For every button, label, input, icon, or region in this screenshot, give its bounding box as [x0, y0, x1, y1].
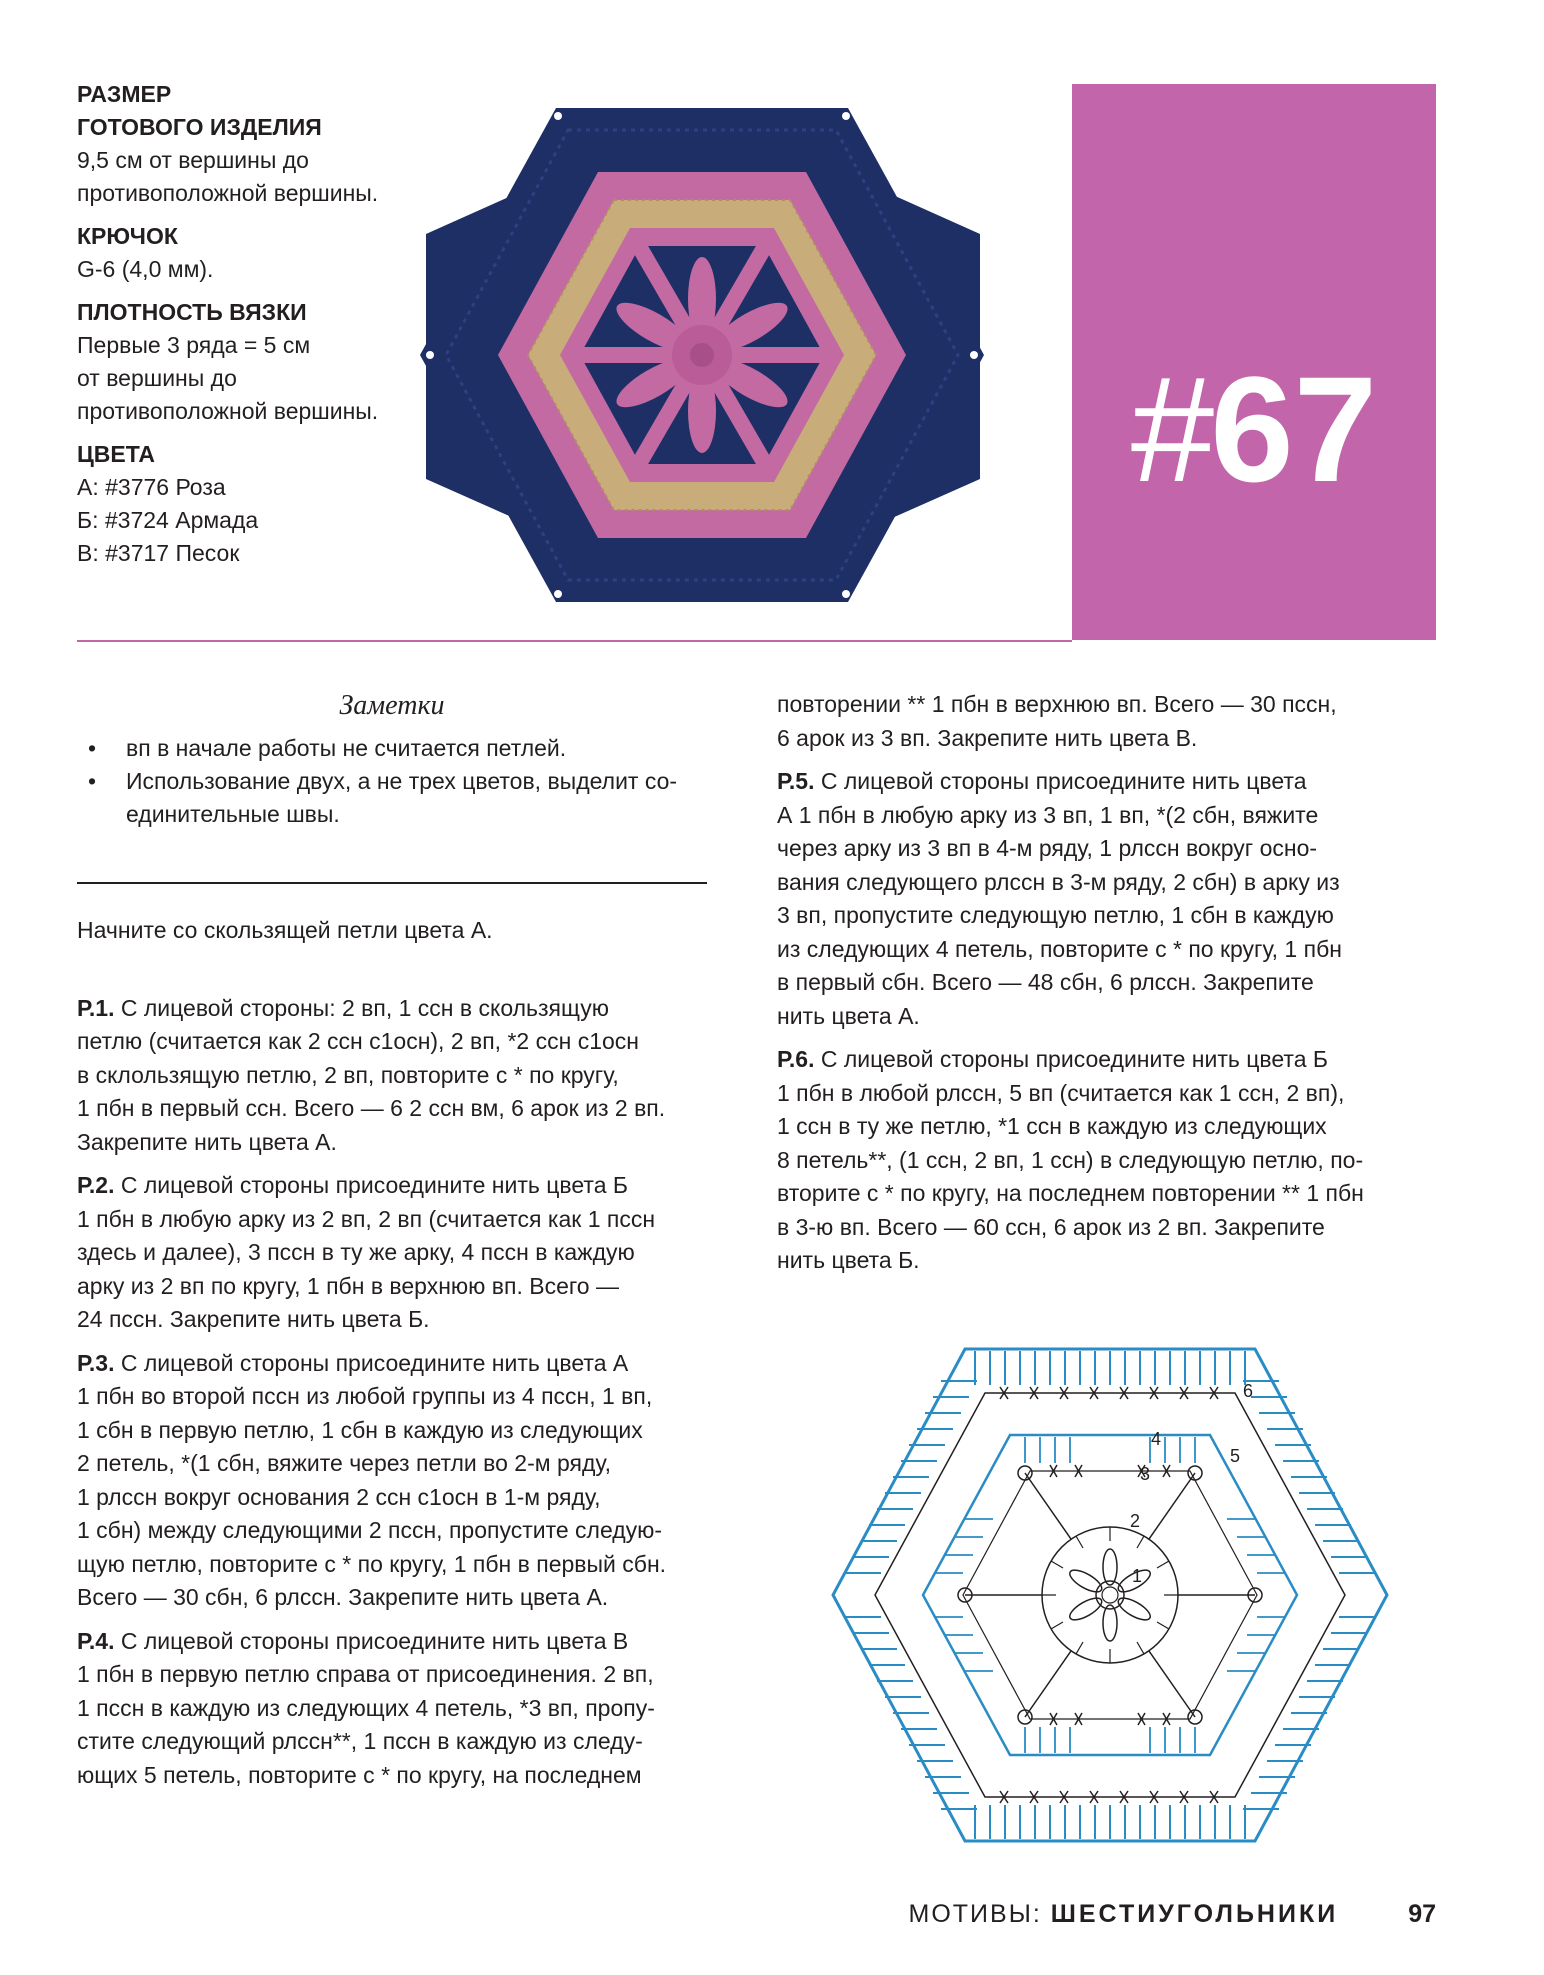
- spec-heading: РАЗМЕР: [77, 81, 172, 107]
- row-1: Р.1. С лицевой стороны: 2 вп, 1 ссн в скользящую петлю (считается как 2 ссн с1осн), 2 вп, *2 ссн с1осн в склользящую петлю, 2 вп, повторите с * по кругу, 1 пбн в первый ссн. Всего — 6 2 ссн вм, 6 арок из 2 вп. Закрепите нить цвета А.: [77, 994, 666, 1155]
- row-4-continued: повторении ** 1 пбн в верхнюю вп. Всего — 30 пссн, 6 арок из 3 вп. Закрепите нить цвета В.: [777, 691, 1337, 751]
- pattern-number-hash: #: [1130, 345, 1211, 513]
- motif-photo: [418, 104, 988, 606]
- row-3: Р.3. С лицевой стороны присоедините нить цвета А 1 пбн во второй пссн из любой группы из 4 пссн, 1 вп, 1 сбн в первую петлю, 1 сбн в каждую из следующих 2 петель, *(1 сбн, вяжите через петли во 2-м ряду, 1 рлссн вокруг основания 2 ссн с1осн в 1-м ряду, 1 сбн) между следующими 2 пссн, пропустите следую- щую петлю, повторите с * по кругу, 1 пбн в первый сбн. Всего — 30 сбн, 6 рлссн. Закрепите нить цвета А.: [77, 1349, 667, 1610]
- spec-colors: [77, 438, 437, 570]
- chart-label-1: 1: [1132, 1566, 1143, 1586]
- notes-block: [77, 690, 707, 831]
- chart-label-3: 3: [1140, 1464, 1151, 1484]
- chart-label-2: 2: [1130, 1511, 1141, 1531]
- spec-hook: [77, 220, 437, 286]
- row-label: Р.6.: [777, 1046, 815, 1072]
- spec-heading: ПЛОТНОСТЬ ВЯЗКИ: [77, 299, 307, 325]
- notes-divider: [77, 882, 707, 884]
- pattern-number-digits: 67: [1210, 345, 1378, 513]
- instructions-left: [77, 914, 747, 1802]
- note-line: Использование двух, а не трех цветов, выделит со-: [126, 768, 678, 794]
- spec-text: противоположной вершины.: [77, 180, 379, 206]
- spec-text: противоположной вершины.: [77, 398, 379, 424]
- spec-text: Первые 3 ряда = 5 см: [77, 332, 311, 358]
- page-footer: [909, 1900, 1436, 1929]
- spec-text: 9,5 см от вершины до: [77, 147, 309, 173]
- spec-text: А: #3776 Роза: [77, 474, 226, 500]
- chart-row-2-circle: [1042, 1527, 1178, 1663]
- row-label: Р.4.: [77, 1627, 115, 1654]
- intro-text: Начните со скользящей петли цвета А.: [77, 917, 493, 943]
- spec-heading: ЦВЕТА: [77, 441, 155, 467]
- spec-heading: ГОТОВОГО ИЗДЕЛИЯ: [77, 114, 322, 140]
- footer-section-bold: ШЕСТИУГОЛЬНИКИ: [1050, 1900, 1339, 1928]
- spec-gauge: [77, 296, 437, 428]
- spec-heading: КРЮЧОК: [77, 223, 178, 249]
- chart-label-6: 6: [1243, 1381, 1254, 1401]
- footer-section: МОТИВЫ:: [908, 1900, 1051, 1928]
- header-divider: [77, 640, 1072, 642]
- notes-title: Заметки: [339, 690, 445, 721]
- note-line: единительные швы.: [126, 801, 340, 827]
- chart-label-4: 4: [1151, 1429, 1162, 1449]
- row-label: Р.3.: [77, 1349, 115, 1376]
- bullet-icon: •: [87, 768, 97, 794]
- spec-size: [77, 78, 437, 210]
- note-item: [77, 732, 707, 765]
- specs-block: [77, 78, 437, 570]
- instructions-right: [777, 688, 1447, 1288]
- spec-text: Б: #3724 Армада: [77, 507, 259, 533]
- chart-label-5: 5: [1230, 1446, 1241, 1466]
- note-item: [77, 765, 707, 831]
- row-2: Р.2. С лицевой стороны присоедините нить цвета Б 1 пбн в любую арку из 2 вп, 2 вп (считается как 1 пссн здесь и далее), 3 пссн в ту же арку, 4 пссн в каждую арку из 2 вп по кругу, 1 пбн в верхнюю вп. Всего — 24 пссн. Закрепите нить цвета Б.: [77, 1172, 656, 1332]
- pattern-number: [1072, 345, 1436, 513]
- page-number: 97: [1408, 1900, 1436, 1928]
- bullet-icon: •: [87, 735, 97, 761]
- note-line: вп в начале работы не считается петлей.: [126, 735, 567, 761]
- spec-text: G-6 (4,0 мм).: [77, 256, 214, 282]
- row-5: Р.5. С лицевой стороны присоедините нить цвета А 1 пбн в любую арку из 3 вп, 1 вп, *(2 сбн, вяжите через арку из 3 вп в 4-м ряду, 1 рлссн вокруг осно- вания следующего рлссн в 3-м ряду, 2 сбн) в арку из 3 вп, пропустите следующую петлю, 1 сбн в каждую из следующих 4 петель, повторите с * по кругу, 1 пбн в первый сбн. Всего — 48 сбн, 6 рлссн. Закрепите нить цвета А.: [777, 768, 1342, 1029]
- row-4: Р.4. С лицевой стороны присоедините нить цвета В 1 пбн в первую петлю справа от присоединения. 2 вп, 1 пссн в каждую из следующих 4 петель, *3 вп, пропу- стите следующий рлссн**, 1 пссн в каждую из следу- ющих 5 петель, повторите с * по кругу, на последнем: [77, 1627, 655, 1788]
- spec-text: В: #3717 Песок: [77, 540, 240, 566]
- crochet-chart: [825, 1345, 1395, 1845]
- row-label: Р.1.: [77, 994, 115, 1021]
- spec-text: от вершины до: [77, 365, 237, 391]
- row-label: Р.5.: [777, 768, 815, 794]
- row-label: Р.2.: [77, 1172, 115, 1198]
- pattern-number-box: [1072, 84, 1436, 640]
- row-6: Р.6. С лицевой стороны присоедините нить цвета Б 1 пбн в любой рлссн, 5 вп (считается как 1 ссн, 2 вп), 1 ссн в ту же петлю, *1 ссн в каждую из следующих 8 петель**, (1 ссн, 2 вп, 1 ссн) в следующую петлю, по- вторите с * по кругу, на последнем повторении ** 1 пбн в 3-ю вп. Всего — 60 ссн, 6 арок из 2 вп. Закрепите нить цвета Б.: [777, 1046, 1364, 1273]
